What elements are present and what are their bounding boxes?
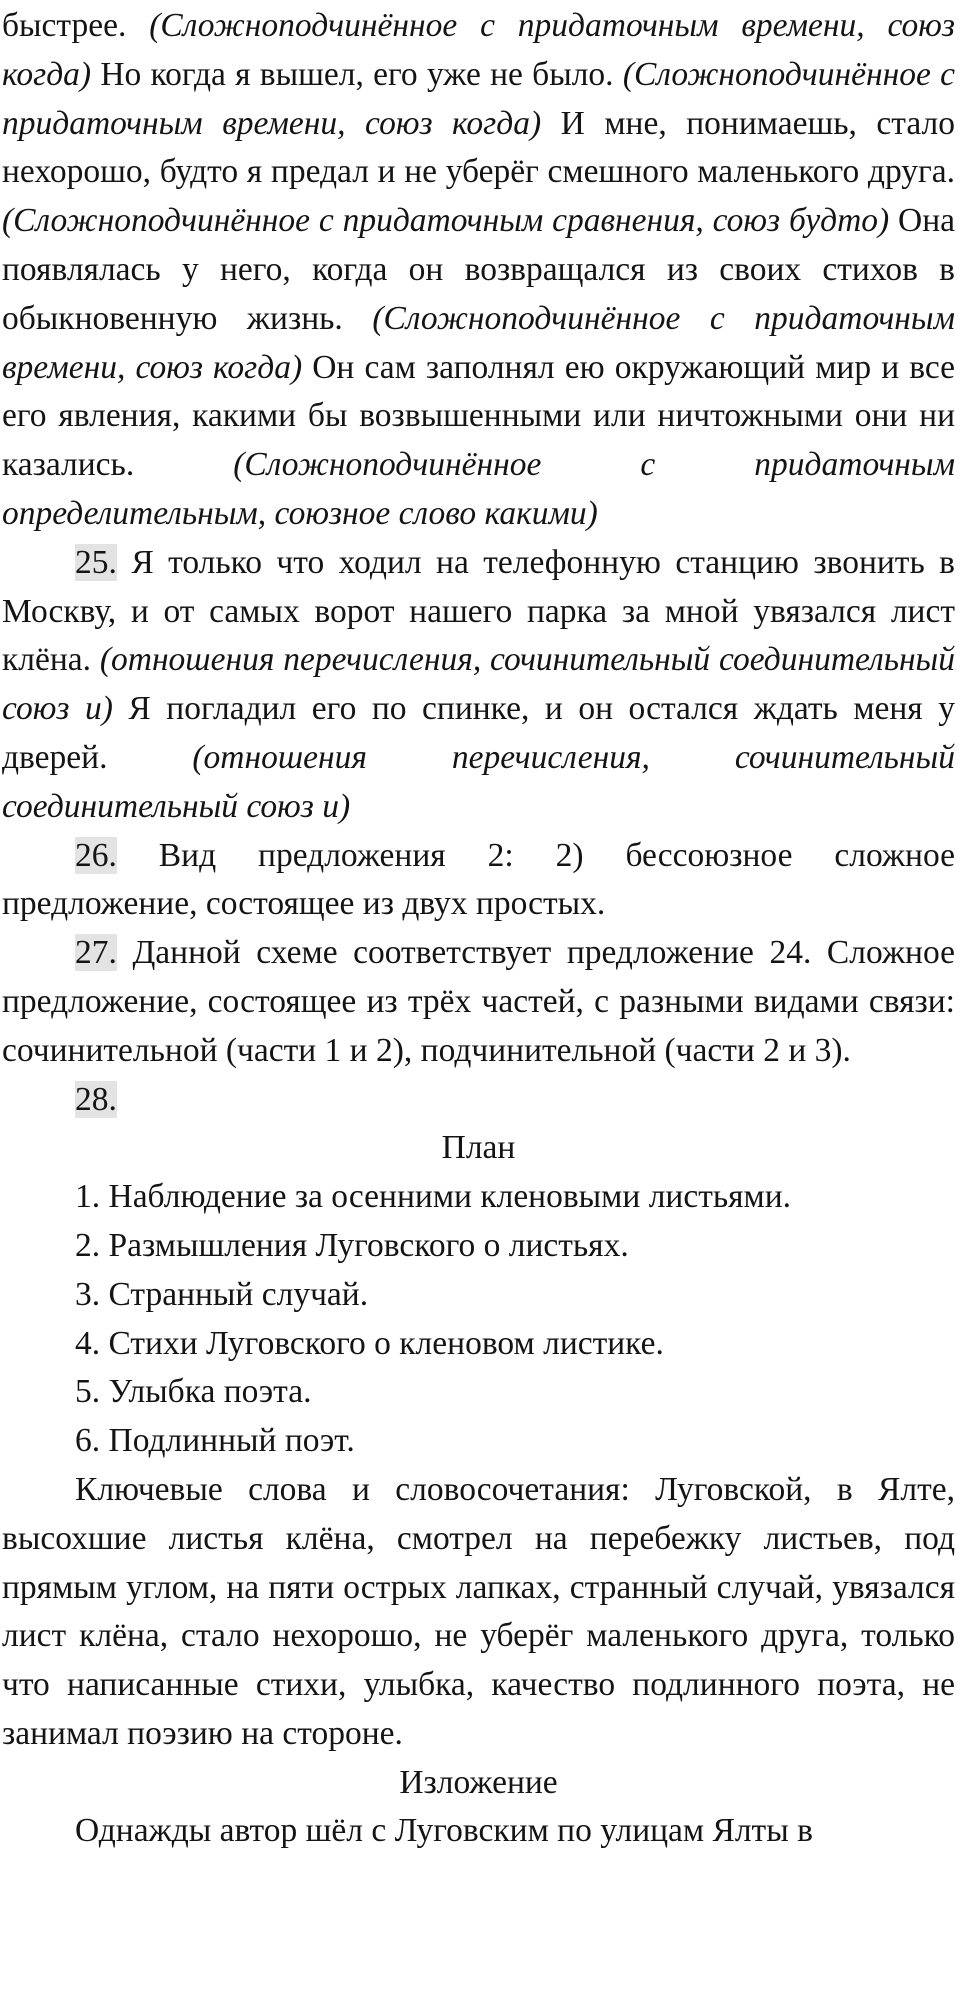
paragraph-top: [2, 2, 955, 539]
top-note-3: (Сложноподчинённое с придаточным времени, союз когда): [2, 55, 955, 142]
answer-28: [2, 1076, 955, 1125]
answer-number-27: 27.: [75, 934, 117, 972]
plan-item-4: 4. Стихи Луговского о кленовом листике.: [75, 1324, 664, 1362]
answer-number-28: 28.: [75, 1080, 117, 1118]
plan-item-3: 3. Странный случай.: [75, 1275, 369, 1313]
answer-27: [2, 929, 955, 1075]
izlozhenie-title: Изложение: [399, 1763, 558, 1801]
plan-title: План: [441, 1129, 516, 1167]
top-text-0: быстрее.: [2, 7, 150, 44]
answer-25: [2, 539, 955, 832]
top-note-9: (Сложноподчинённое с придаточным определительным, союзное слово какими): [2, 446, 955, 532]
plan-item-6: 6. Подлинный поэт.: [75, 1422, 355, 1460]
izlozhenie-first-line: Однажды автор шёл с Луговским по улицам Ялты в: [75, 1812, 813, 1850]
top-note-5: (Сложноподчинённое с придаточным сравнения, союз будто): [2, 202, 890, 240]
top-note-1: (Сложноподчинённое с придаточным времени, союз когда): [2, 7, 955, 93]
p25-text-0: Я только что ходил на телефонную станцию звонить в Москву, и от самых ворот нашего парка за мной увязался лист клёна.: [2, 543, 955, 679]
answer-26: [2, 832, 955, 930]
p25-note-3: (отношения перечисления, сочинительный соединительный союз и): [2, 738, 955, 825]
plan-item-2: 2. Размышления Луговского о листьях.: [75, 1226, 629, 1264]
top-text-4: И мне, понимаешь, стало нехорошо, будто я предал и не уберёг смешного маленького друга.: [2, 104, 955, 191]
top-text-2: Но когда я вышел, его уже не было.: [91, 55, 623, 93]
p25-note-1: (отношения перечисления, сочинительный соединительный союз и): [2, 641, 955, 728]
p25-text-2: Я погладил его по спинке, и он остался ждать меня у дверей.: [2, 690, 955, 776]
answer-number-26: 26.: [75, 836, 117, 874]
answer-27-text: Данной схеме соответствует предложение 24. Сложное предложение, состоящее из трёх частей, с разными видами связи: сочинительной (части 1 и 2), подчинительной (части 2 и 3).: [2, 934, 955, 1069]
top-note-7: (Сложноподчинённое с придаточным времени, союз когда): [2, 299, 955, 386]
top-text-6: Она появлялась у него, когда он возвращался из своих стихов в обыкновенную жизнь.: [2, 202, 955, 337]
plan-item-5: 5. Улыбка поэта.: [75, 1373, 312, 1411]
keywords-paragraph: Ключевые слова и словосочетания: Луговской, в Ялте, высохшие листья клёна, смотрел на перебежку листьев, под прямым углом, на пяти острых лапках, странный случай, увязался лист клёна, стало нехорошо, не уберёг маленького друга, только что написанные стихи, улыбка, качество подлинного поэта, не занимал поэзию на стороне.: [2, 1470, 955, 1752]
top-text-8: Он сам заполнял ею окружающий мир и все его явления, какими бы возвышенными или ничтожными они ни казались.: [2, 348, 956, 484]
answer-26-text: Вид предложения 2: 2) бессоюзное сложное предложение, состоящее из двух простых.: [2, 836, 955, 923]
plan-item-1: 1. Наблюдение за осенними кленовыми листьями.: [75, 1178, 792, 1216]
answer-number-25: 25.: [75, 543, 117, 581]
